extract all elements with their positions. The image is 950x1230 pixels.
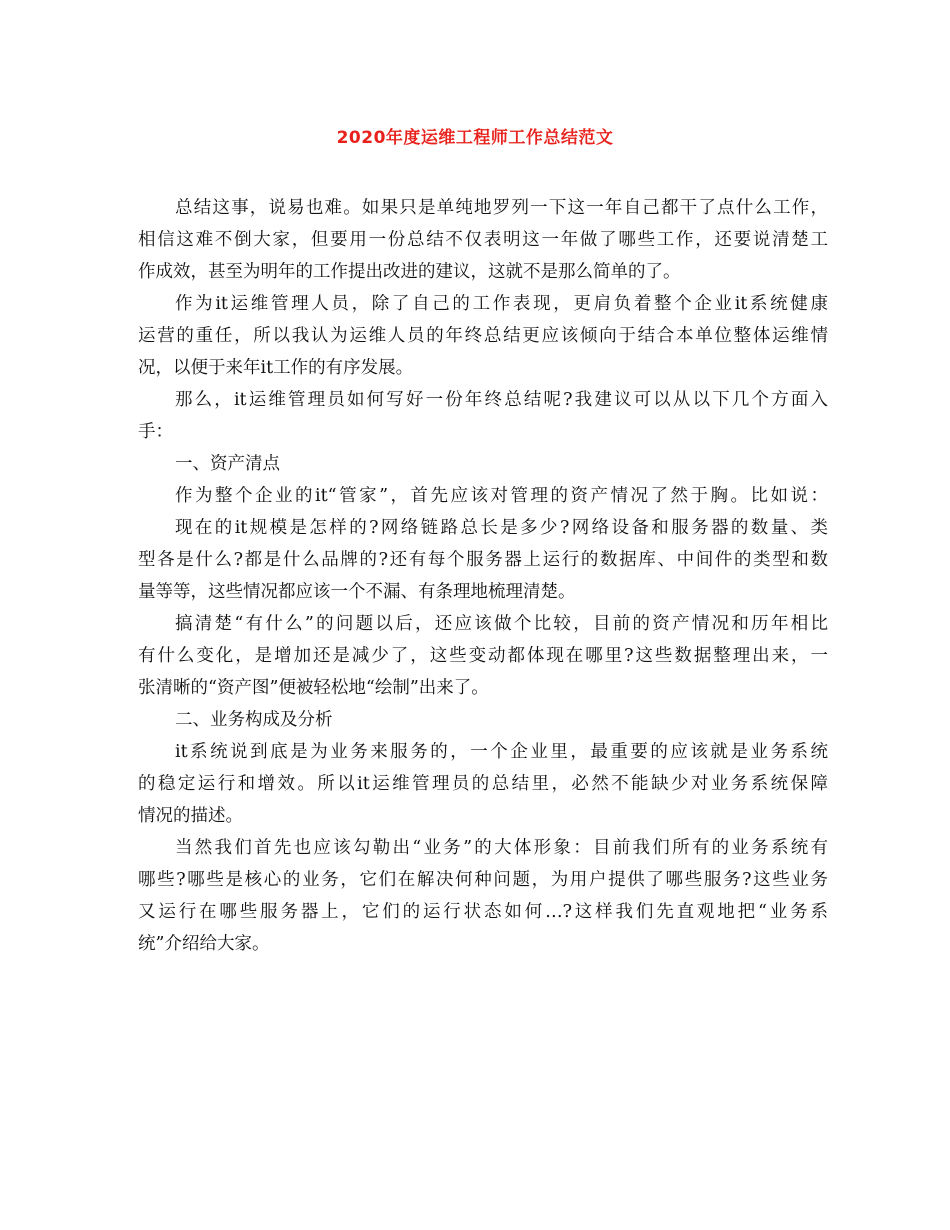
paragraph-line: 相信这难不倒大家，但要用一份总结不仅表明这一年做了哪些工作，还要说清楚工 (138, 230, 828, 250)
paragraph-line: 手： (138, 422, 173, 442)
paragraph-line: 当然我们首先也应该勾勒出“业务”的大体形象：目前我们所有的业务系统有 (175, 838, 828, 858)
paragraph-line: 张清晰的“资产图”便被轻松地“绘制”出来了。 (138, 678, 489, 698)
paragraph-line: 的稳定运行和增效。所以it运维管理员的总结里，必然不能缺少对业务系统保障 (138, 774, 828, 794)
paragraph-line: 情况的描述。 (138, 806, 243, 826)
paragraph-line: 那么，it运维管理员如何写好一份年终总结呢?我建议可以从以下几个方面入 (175, 390, 828, 410)
document-body (138, 192, 828, 960)
document-title: 2020年度运维工程师工作总结范文 (336, 128, 614, 148)
paragraph-line: 哪些?哪些是核心的业务，它们在解决何种问题，为用户提供了哪些服务?这些业务 (138, 870, 828, 890)
paragraph-line: 量等等，这些情况都应该一个不漏、有条理地梳理清楚。 (138, 582, 576, 602)
paragraph-line: 型各是什么?都是什么品牌的?还有每个服务器上运行的数据库、中间件的类型和数 (138, 550, 828, 570)
paragraph-line: 又运行在哪些服务器上，它们的运行状态如何…?这样我们先直观地把“业务系 (138, 902, 828, 922)
section-heading: 二、业务构成及分析 (175, 710, 333, 730)
section-heading: 一、资产清点 (175, 454, 280, 474)
paragraph-line: 作成效，甚至为明年的工作提出改进的建议，这就不是那么简单的了。 (138, 262, 681, 282)
paragraph-line: 况，以便于来年it工作的有序发展。 (138, 358, 414, 378)
paragraph-line: 作为整个企业的it“管家”，首先应该对管理的资产情况了然于胸。比如说： (175, 486, 828, 506)
paragraph-line: 作为it运维管理人员，除了自己的工作表现，更肩负着整个企业it系统健康 (175, 294, 828, 314)
paragraph-line: 统”介绍给大家。 (138, 934, 270, 954)
paragraph-line: 总结这事，说易也难。如果只是单纯地罗列一下这一年自己都干了点什么工作， (175, 198, 828, 218)
paragraph-line: it系统说到底是为业务来服务的，一个企业里，最重要的应该就是业务系统 (175, 742, 828, 762)
paragraph-line: 搞清楚“有什么”的问题以后，还应该做个比较，目前的资产情况和历年相比 (175, 614, 828, 634)
paragraph-line: 现在的it规模是怎样的?网络链路总长是多少?网络设备和服务器的数量、类 (175, 518, 828, 538)
paragraph-line: 有什么变化，是增加还是减少了，这些变动都体现在哪里?这些数据整理出来，一 (138, 646, 828, 666)
paragraph-line: 运营的重任，所以我认为运维人员的年终总结更应该倾向于结合本单位整体运维情 (138, 326, 828, 346)
